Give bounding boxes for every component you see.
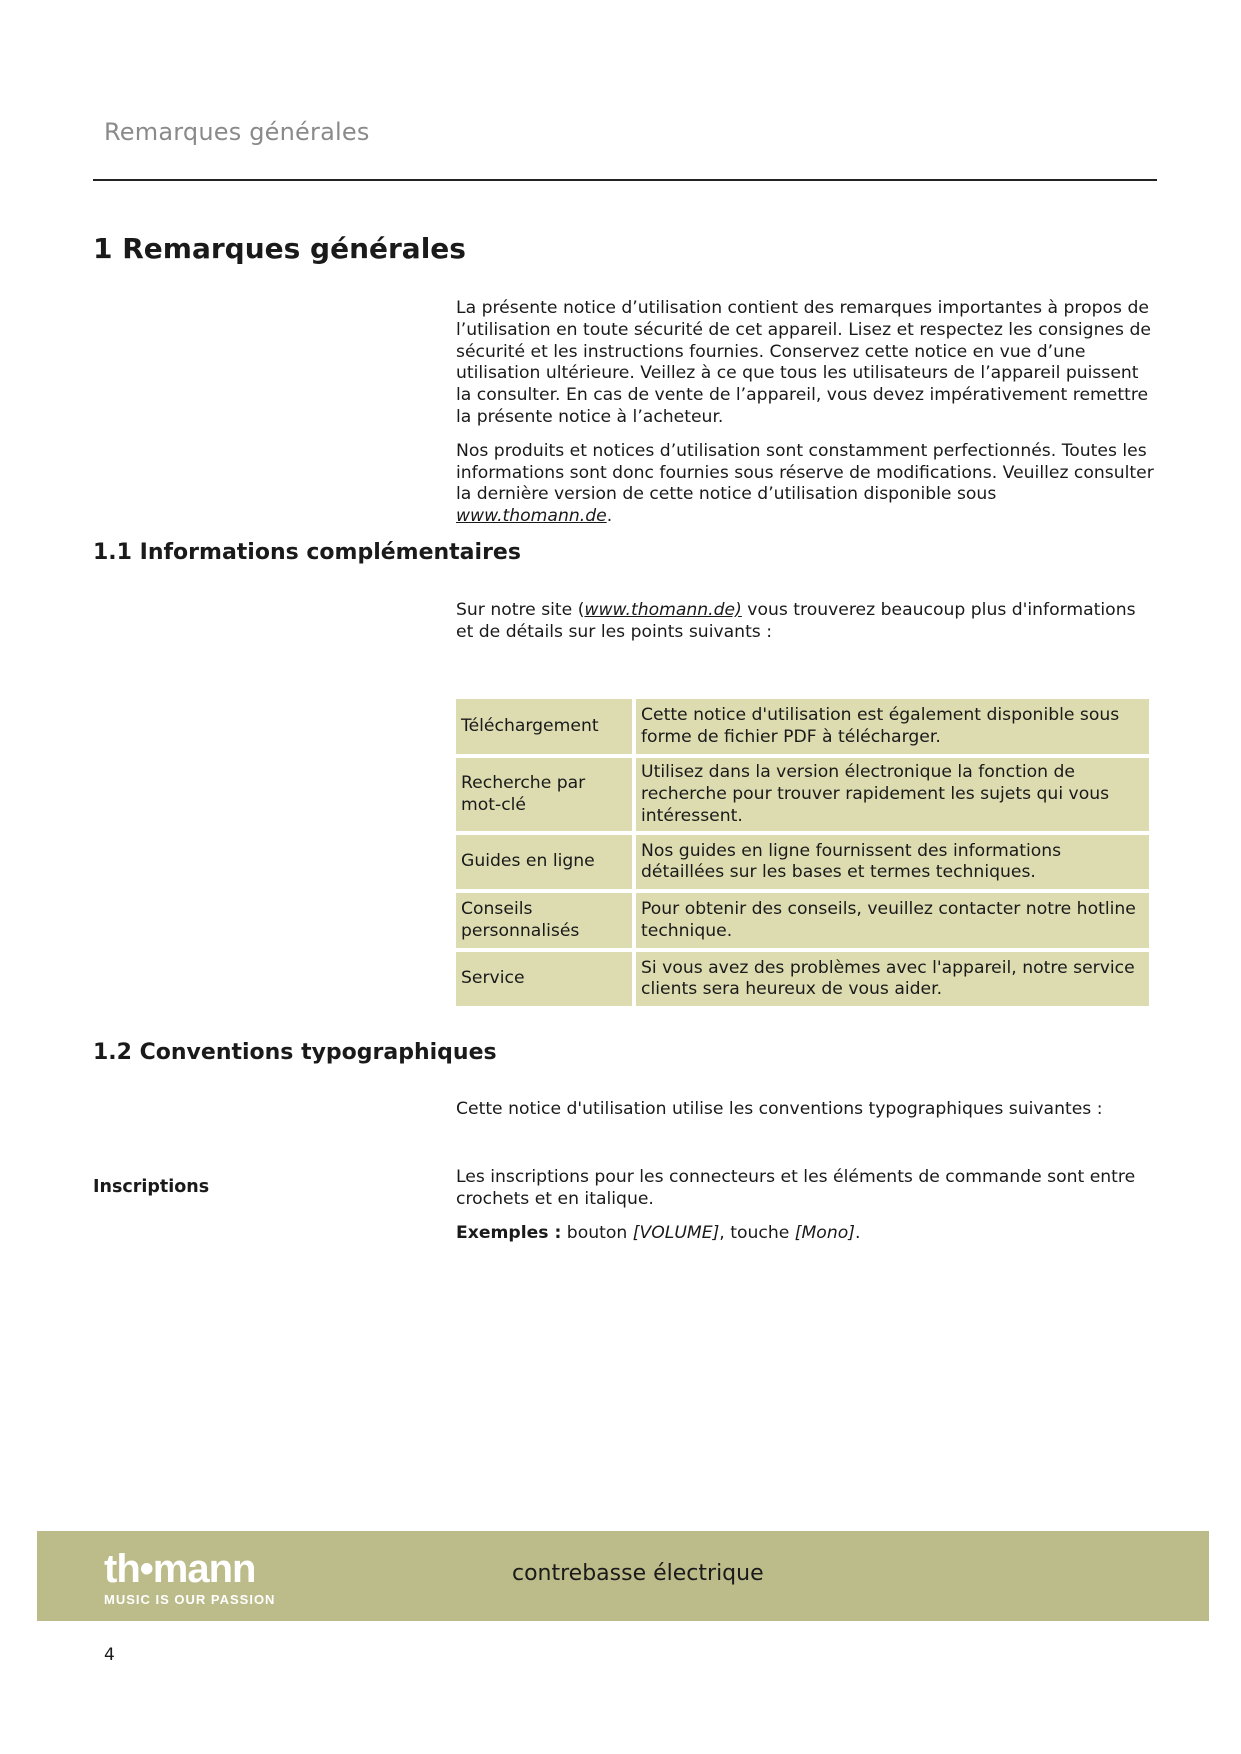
footer-product-name: contrebasse électrique (512, 1561, 764, 1586)
examples-label: Exemples : (456, 1222, 562, 1243)
thomann-site-link[interactable]: www.thomann.de) (584, 600, 742, 620)
inscriptions-text: Les inscriptions pour les connecteurs et les éléments de commande sont entre crochets et en italique. (456, 1167, 1136, 1209)
section-1-body (456, 298, 1156, 540)
section-1-heading: 1 Remarques générales (93, 232, 466, 265)
intro-after: vous trouverez beaucoup plus d'informations et de détails sur les points suivants : (456, 600, 1136, 642)
info-table (452, 695, 1153, 1010)
table-term: Conseils personnalisés (456, 893, 632, 948)
example-mono: [Mono] (794, 1222, 855, 1243)
table-row (456, 952, 1149, 1006)
example-volume: [VOLUME] (632, 1222, 720, 1243)
logo-wordmark: th•mann (104, 1547, 256, 1591)
examples-line (456, 1223, 1156, 1245)
table-term: Service (456, 952, 632, 1006)
intro-before: Sur notre site ( (456, 600, 585, 620)
thomann-logo (104, 1549, 275, 1607)
inscriptions-label: Inscriptions (93, 1177, 210, 1197)
table-term: Guides en ligne (456, 835, 632, 889)
section-1-1-intro (456, 600, 1156, 656)
para-2-end: . (606, 506, 613, 527)
example-part-1: bouton (561, 1222, 633, 1243)
logo-tagline: MUSIC IS OUR PASSION (104, 1592, 276, 1607)
table-desc: Cette notice d'utilisation est également disponible sous forme de fichier PDF à télécharger. (636, 699, 1149, 754)
table-desc: Si vous avez des problèmes avec l'appareil, notre service clients sera heureux de vous aider. (636, 952, 1149, 1006)
table-row (456, 758, 1149, 831)
para-2-text: Nos produits et notices d’utilisation sont constamment perfectionnés. Toutes les informations sont donc fournies sous réserve de modifications. Veuillez consulter la dernière version de cette notice d’utilisation disponible sous (456, 440, 1154, 505)
section-1-1-heading: 1.1 Informations complémentaires (93, 540, 521, 565)
section-1-2-intro (456, 1099, 1156, 1133)
thomann-link[interactable]: www.thomann.de (456, 506, 607, 527)
table-desc: Utilisez dans la version électronique la fonction de recherche pour trouver rapidement les sujets qui vous intéressent. (636, 758, 1149, 831)
section-1-1-intro-text (456, 600, 1156, 644)
table-row (456, 835, 1149, 889)
example-end: . (854, 1222, 861, 1243)
page-number: 4 (104, 1645, 115, 1665)
example-part-2: , touche (719, 1222, 795, 1243)
inscriptions-body (456, 1167, 1156, 1256)
table-term: Recherche par mot-clé (456, 758, 632, 831)
section-1-para-1: La présente notice d’utilisation contient des remarques importantes à propos de l’utilisation en toute sécurité de cet appareil. Lisez et respectez les consignes de sécurité et les instructions fournies. Conservez cette notice en vue d’une utilisation ultérieure. Veillez à ce que tous les utilisateurs de l’appareil puissent la consulter. En cas de vente de l’appareil, vous devez impérativement remettre la présente notice à l’acheteur. (456, 298, 1151, 427)
section-1-para-2 (456, 441, 1156, 528)
table-row (456, 699, 1149, 754)
table-row (456, 893, 1149, 948)
section-1-2-intro-text: Cette notice d'utilisation utilise les conventions typographiques suivantes : (456, 1099, 1103, 1119)
header-rule (93, 179, 1157, 181)
footer-band (37, 1531, 1209, 1621)
section-1-2-heading: 1.2 Conventions typographiques (93, 1040, 497, 1065)
table-term: Téléchargement (456, 699, 632, 754)
table-desc: Nos guides en ligne fournissent des informations détaillées sur les bases et termes techniques. (636, 835, 1149, 889)
table-desc: Pour obtenir des conseils, veuillez contacter notre hotline technique. (636, 893, 1149, 948)
running-header: Remarques générales (104, 118, 370, 146)
